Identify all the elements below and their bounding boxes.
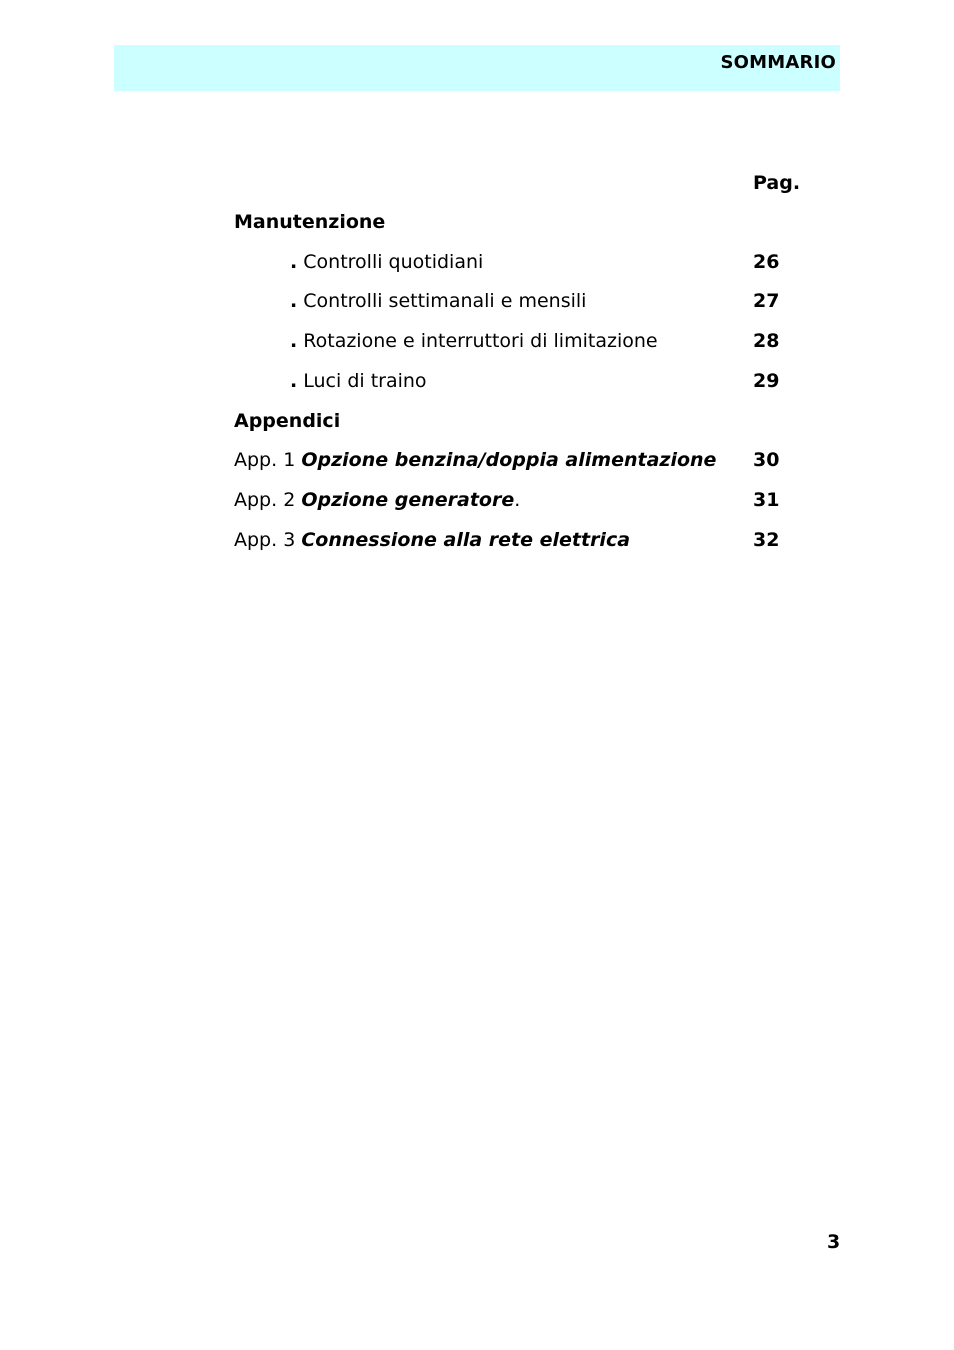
page-column-label: Pag. xyxy=(753,172,801,194)
entry-suffix: . xyxy=(514,489,521,511)
entry-page: 28 xyxy=(753,330,780,352)
toc-entry[interactable] xyxy=(290,329,658,353)
entry-page: 32 xyxy=(753,529,780,551)
entry-label: Opzione generatore xyxy=(301,489,515,511)
entry-prefix: App. 3 xyxy=(234,529,296,551)
page-number: 3 xyxy=(827,1231,841,1253)
section-title-appendici: Appendici xyxy=(234,410,341,432)
entry-label: Rotazione e interruttori di limitazione xyxy=(303,330,658,352)
entry-prefix: App. 2 xyxy=(234,489,296,511)
entry-page: 30 xyxy=(753,449,780,471)
bullet: . xyxy=(290,370,298,392)
entry-label: Luci di traino xyxy=(303,370,427,392)
entry-prefix: App. 1 xyxy=(234,449,296,471)
bullet: . xyxy=(290,251,298,273)
toc-entry[interactable] xyxy=(290,289,586,313)
entry-label: Opzione benzina/doppia alimentazione xyxy=(301,449,717,471)
entry-label: Controlli settimanali e mensili xyxy=(303,290,587,312)
entry-label: Controlli quotidiani xyxy=(303,251,484,273)
toc-entry[interactable] xyxy=(234,528,630,552)
entry-page: 29 xyxy=(753,370,780,392)
section-title-manutenzione: Manutenzione xyxy=(234,211,386,233)
toc-entry[interactable] xyxy=(234,488,520,512)
entry-label: Connessione alla rete elettrica xyxy=(301,529,631,551)
entry-page: 27 xyxy=(753,290,780,312)
entry-page: 26 xyxy=(753,251,780,273)
toc-entry[interactable] xyxy=(234,448,716,472)
entry-page: 31 xyxy=(753,489,780,511)
bullet: . xyxy=(290,290,298,312)
toc-entry[interactable] xyxy=(290,250,483,274)
toc-entry[interactable] xyxy=(290,369,427,393)
bullet: . xyxy=(290,330,298,352)
header-title: SOMMARIO xyxy=(720,52,836,73)
